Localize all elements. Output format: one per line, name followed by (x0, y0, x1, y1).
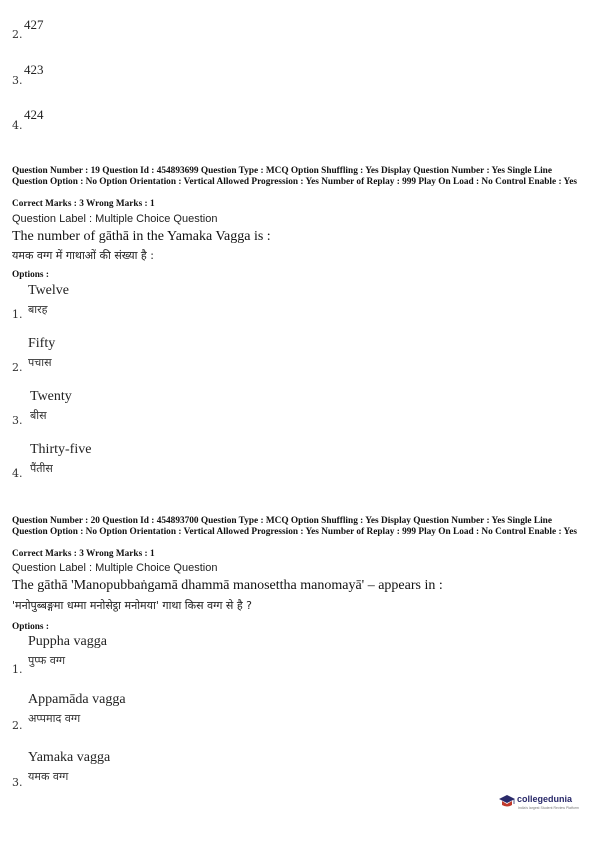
option-value: 424 (24, 107, 44, 122)
question-text-hindi: यमक वग्ग में गाथाओं की संख्या है : (12, 249, 154, 262)
option-text-hindi: बीस (30, 409, 47, 422)
options-label: Options : (12, 622, 49, 632)
option-number: 4. (12, 119, 23, 132)
option-number: 2. (12, 361, 23, 374)
option-text-hindi: अप्पमाद वग्ग (28, 712, 81, 725)
option-number: 2. (12, 719, 23, 732)
option-text-english: Thirty-five (30, 442, 92, 457)
question-label: Question Label : Multiple Choice Question (12, 213, 218, 225)
question-marks: Correct Marks : 3 Wrong Marks : 1 (12, 549, 155, 559)
option-text-hindi: पैंतीस (30, 462, 53, 475)
option-number: 3. (12, 414, 23, 427)
option-text-english: Appamāda vagga (28, 692, 126, 707)
option-number: 3. (12, 74, 23, 87)
option-text-english: Fifty (28, 336, 56, 351)
brand-name: collegedunia (517, 794, 573, 804)
option-text-hindi: बारह (28, 303, 48, 316)
option-text-english: Puppha vagga (28, 634, 107, 649)
question-text-hindi: 'मनोपुब्बङ्गमा धम्मा मनोसेट्ठा मनोमया' गाथा किस वग्ग से है ? (12, 599, 253, 612)
question-text-english: The gāthā 'Manopubbaṅgamā dhammā manosettha manomayā' – appears in : (12, 578, 443, 593)
brand-tagline: India's largest Student Review Platform (518, 806, 579, 810)
option-value: 423 (24, 62, 44, 77)
question-meta: Question Number : 20 Question Id : 454893700 Question Type : MCQ Option Shuffling : Yes Display Question Number : Yes Single Line Question Option : No Option Orientation : Vertical Allowed Progression : Yes Number of Replay : 999 Play On Load : No Control Enable : Yes (12, 516, 577, 537)
options-label: Options : (12, 270, 49, 280)
option-value: 427 (24, 17, 44, 32)
option-text-english: Twelve (28, 283, 70, 298)
graduate-cap-icon (498, 793, 516, 811)
collegedunia-logo (498, 791, 588, 817)
question-meta: Question Number : 19 Question Id : 454893699 Question Type : MCQ Option Shuffling : Yes Display Question Number : Yes Single Line Question Option : No Option Orientation : Vertical Allowed Progression : Yes Number of Replay : 999 Play On Load : No Control Enable : Yes (12, 166, 577, 187)
option-text-hindi: पचास (28, 356, 52, 369)
question-text-english: The number of gāthā in the Yamaka Vagga is : (12, 229, 271, 244)
question-marks: Correct Marks : 3 Wrong Marks : 1 (12, 199, 155, 209)
option-text-english: Twenty (30, 389, 72, 404)
option-number: 2. (12, 28, 23, 41)
option-number: 1. (12, 663, 23, 676)
option-text-english: Yamaka vagga (28, 750, 111, 765)
option-text-hindi: पुप्फ वग्ग (28, 654, 66, 667)
option-number: 3. (12, 776, 23, 789)
option-number: 4. (12, 467, 23, 480)
option-number: 1. (12, 308, 23, 321)
question-label: Question Label : Multiple Choice Question (12, 562, 218, 574)
option-text-hindi: यमक वग्ग (28, 770, 69, 783)
